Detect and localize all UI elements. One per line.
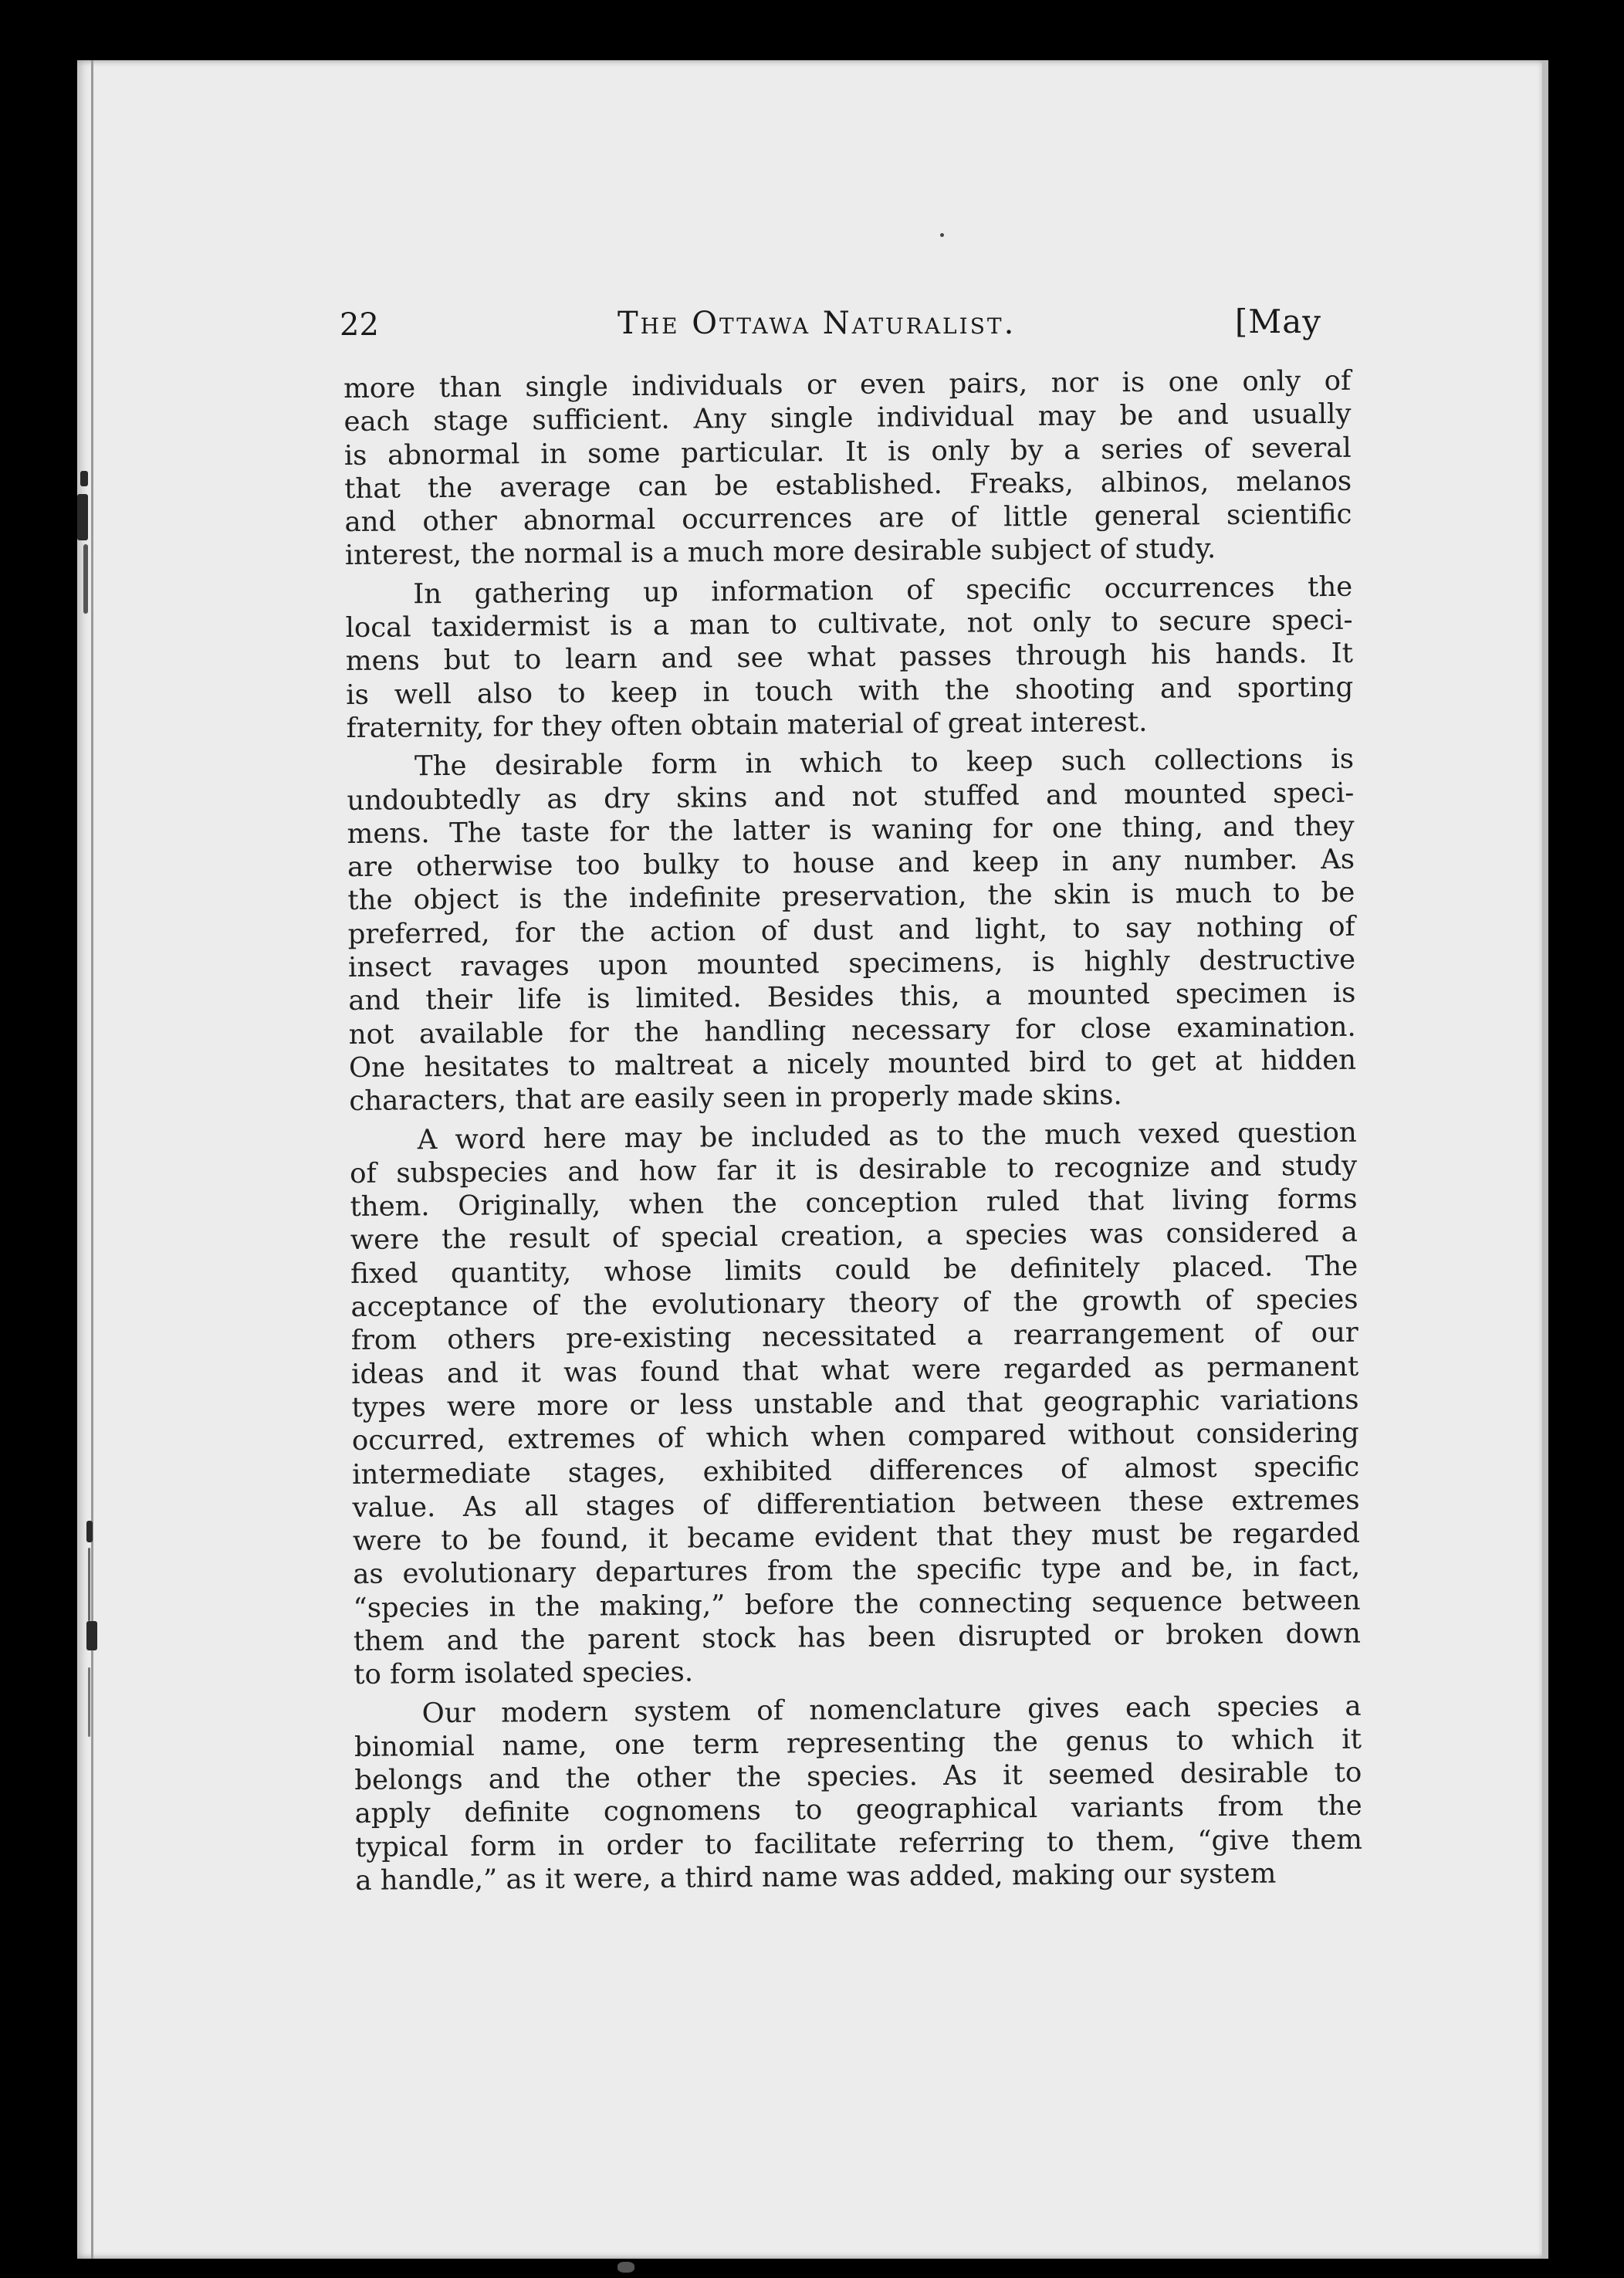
text-line: interest, the normal is a much more desirable subject of study.	[344, 533, 1216, 572]
text-line: Our modern system of nomenclature gives each species a	[421, 1690, 1362, 1729]
text-line: a handle,” as it were, a third name was added, making our system	[355, 1857, 1277, 1897]
text-line: binomial name, one term representing the genus to which it	[354, 1723, 1362, 1763]
binding-gutter	[91, 60, 93, 2259]
running-title: The Ottawa Naturalist.	[617, 306, 1017, 341]
text-line: mens. The taste for the latter is waning for one thing, and they	[347, 810, 1355, 850]
text-line: intermediate stages, exhibited differences of almost specific	[352, 1450, 1360, 1491]
margin-mark	[86, 1621, 97, 1650]
text-line: them and the parent stock has been disrupted or broken down	[353, 1617, 1362, 1657]
text-line: fixed quantity, whose limits could be definitely placed. The	[350, 1250, 1358, 1290]
margin-mark	[77, 494, 88, 540]
text-line: more than single individuals or even pairs, nor is one only of	[343, 364, 1352, 404]
text-line: is well also to keep in touch with the shooting and sporting	[346, 671, 1354, 711]
paragraph	[345, 570, 1354, 746]
text-line: typical form in order to facilitate referring to them, “give them	[354, 1823, 1363, 1863]
text-line: occurred, extremes of which when compared without considering	[351, 1417, 1359, 1457]
text-line: of subspecies and how far it is desirable to recognize and study	[349, 1149, 1358, 1190]
body-text	[343, 364, 1363, 1904]
text-line: not available for the handling necessary for close examination.	[348, 1010, 1356, 1051]
margin-mark	[83, 544, 88, 614]
paragraph	[350, 1115, 1362, 1691]
text-line: “species in the making,” before the connecting sequence between	[353, 1584, 1361, 1624]
text-line: and other abnormal occurrences are of little general scientific	[344, 498, 1352, 539]
text-line: local taxidermist is a man to cultivate, not only to secure speci-	[345, 604, 1353, 645]
text-line: characters, that are easily seen in properly made skins.	[349, 1079, 1122, 1118]
text-line: In gathering up information of specific occurrences the	[413, 570, 1353, 611]
text-line: to form isolated species.	[354, 1656, 694, 1691]
running-date: [May	[1234, 303, 1321, 340]
text-line: as evolutionary departures from the specific type and be, in fact,	[353, 1551, 1361, 1591]
page-edge	[1542, 60, 1548, 2259]
text-line: apply definite cognomens to geographical variants from the	[354, 1790, 1362, 1830]
text-line: ideas and it was found that what were regarded as permanent	[351, 1350, 1359, 1390]
text-line: value. As all stages of differentiation between these extremes	[352, 1484, 1360, 1524]
text-line: acceptance of the evolutionary theory of the growth of species	[350, 1283, 1358, 1323]
text-line: types were more or less unstable and that geographic variations	[351, 1383, 1359, 1423]
text-line: are otherwise too bulky to house and keep in any number. As	[347, 843, 1355, 884]
text-line: is abnormal in some particular. It is only by a series of several	[343, 432, 1352, 472]
text-line: that the average can be established. Freaks, albinos, melanos	[344, 465, 1352, 505]
text-line: from others pre-existing necessitated a rearrangement of our	[350, 1317, 1358, 1357]
text-line: were the result of special creation, a species was considered a	[350, 1217, 1358, 1257]
text-line: and their life is limited. Besides this, a mounted specimen is	[348, 977, 1356, 1017]
scan-speck	[940, 233, 944, 237]
text-line: belongs and the other the species. As it seemed desirable to	[354, 1756, 1362, 1797]
running-header	[340, 303, 1321, 357]
text-line: undoubtedly as dry skins and not stuffed and mounted speci-	[347, 777, 1355, 817]
text-line: One hesitates to maltreat a nicely mounted bird to get at hidden	[348, 1044, 1357, 1084]
margin-mark	[88, 1667, 90, 1737]
text-line: fraternity, for they often obtain material of great interest.	[346, 706, 1148, 744]
paragraph	[354, 1689, 1362, 1897]
margin-mark	[88, 1548, 90, 1621]
scan-smudge	[617, 2262, 634, 2273]
margin-mark	[86, 1521, 93, 1542]
paragraph	[347, 743, 1357, 1119]
text-line: were to be found, it became evident that they must be regarded	[352, 1517, 1361, 1558]
text-line: mens but to learn and see what passes through his hands. It	[345, 638, 1354, 678]
text-line: each stage sufficient. Any single individual may be and usually	[343, 398, 1352, 438]
text-line: them. Originally, when the conception ruled that living forms	[350, 1183, 1358, 1224]
text-line: The desirable form in which to keep such collections is	[414, 743, 1355, 783]
text-line: the object is the indefinite preservation, the skin is much to be	[347, 877, 1355, 917]
text-line: insect ravages upon mounted specimens, is highly destructive	[347, 943, 1356, 984]
paragraph	[343, 364, 1352, 573]
text-line: A word here may be included as to the much vexed question	[417, 1116, 1357, 1156]
margin-mark	[80, 471, 88, 486]
page-number: 22	[340, 307, 379, 343]
text-line: preferred, for the action of dust and light, to say nothing of	[347, 910, 1355, 950]
